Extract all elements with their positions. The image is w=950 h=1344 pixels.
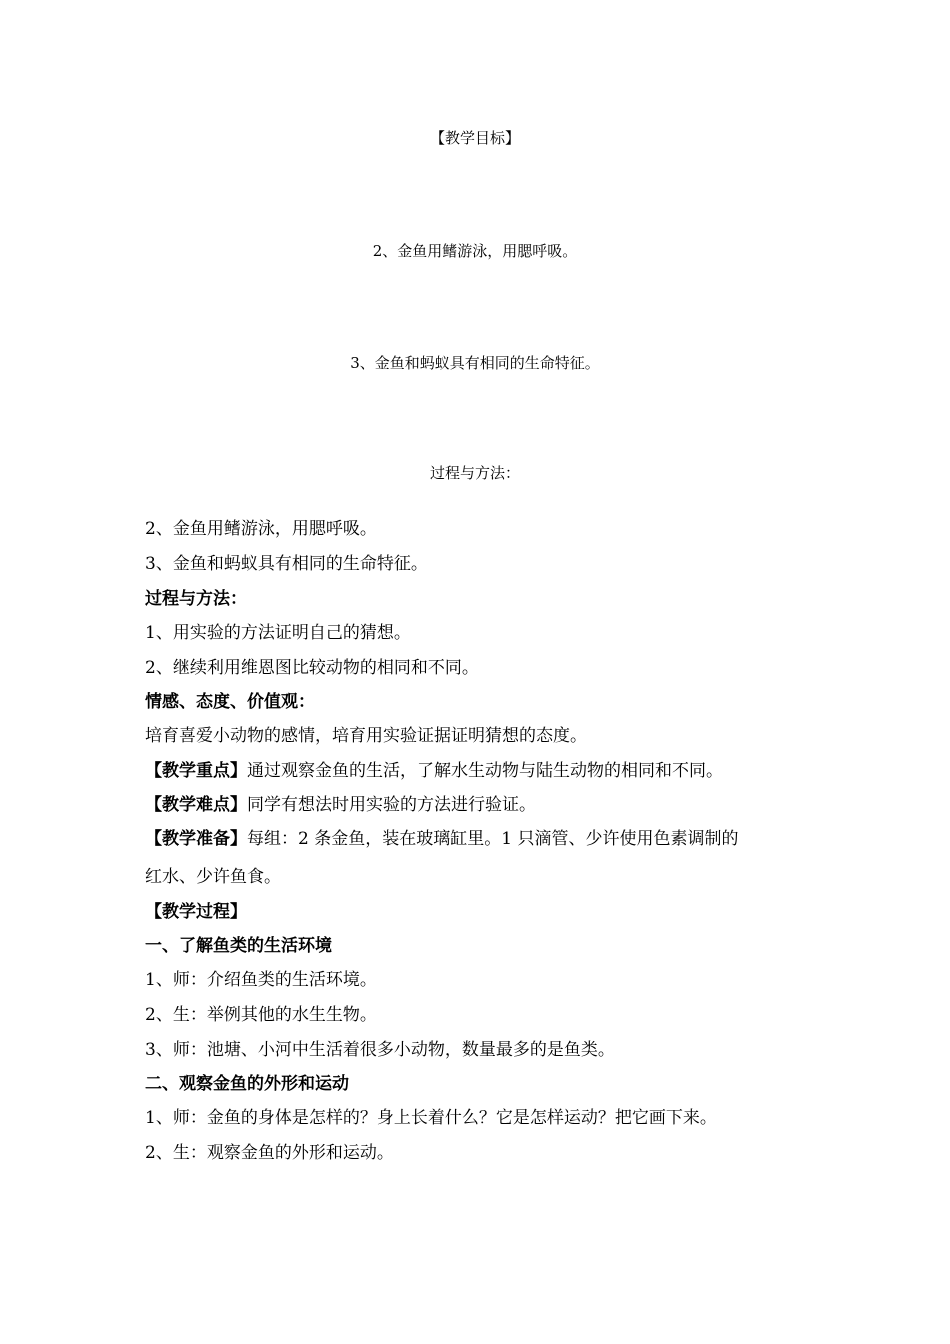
- teaching-key-label: 【教学重点】: [145, 761, 247, 781]
- section-1-item-2: 2、生：举例其他的水生生物。: [145, 1005, 377, 1025]
- goal-item-3-centered: 3、金鱼和蚂蚁具有相同的生命特征。: [350, 354, 600, 372]
- teaching-difficulty: [145, 793, 536, 817]
- section-1-item-3: 3、师：池塘、小河中生活着很多小动物，数量最多的是鱼类。: [145, 1040, 615, 1060]
- emotion-heading: 情感、态度、价值观：: [145, 692, 315, 712]
- teaching-preparation-text-1: 每组：2 条金鱼，装在玻璃缸里。1 只滴管、少许使用色素调制的: [247, 829, 739, 849]
- process-method-heading: 过程与方法：: [145, 589, 247, 609]
- section-1-item-1: 1、师：介绍鱼类的生活环境。: [145, 970, 377, 990]
- section-2-item-1: 1、师：金鱼的身体是怎样的？身上长着什么？它是怎样运动？把它画下来。: [145, 1108, 717, 1128]
- process-method-label-centered: 过程与方法：: [429, 464, 520, 482]
- teaching-preparation-label: 【教学准备】: [145, 829, 247, 849]
- knowledge-item-3: 3、金鱼和蚂蚁具有相同的生命特征。: [145, 554, 428, 574]
- goal-item-2-centered: 2、金鱼用鳍游泳，用腮呼吸。: [372, 242, 578, 260]
- process-item-1: 1、用实验的方法证明自己的猜想。: [145, 623, 411, 643]
- knowledge-item-2: 2、金鱼用鳍游泳，用腮呼吸。: [145, 519, 377, 539]
- teaching-key-point: [145, 759, 723, 783]
- teaching-preparation-text-2: 红水、少许鱼食。: [145, 867, 281, 887]
- teaching-process-heading: 【教学过程】: [145, 902, 247, 922]
- teaching-goals-heading: 【教学目标】: [429, 129, 520, 147]
- teaching-difficulty-text: 同学有想法时用实验的方法进行验证。: [247, 795, 536, 815]
- teaching-difficulty-label: 【教学难点】: [145, 795, 247, 815]
- section-1-heading: 一、了解鱼类的生活环境: [145, 936, 332, 956]
- section-2-heading: 二、观察金鱼的外形和运动: [145, 1074, 349, 1094]
- process-item-2: 2、继续利用维恩图比较动物的相同和不同。: [145, 658, 479, 678]
- teaching-preparation: [145, 827, 738, 851]
- teaching-key-text: 通过观察金鱼的生活，了解水生动物与陆生动物的相同和不同。: [247, 761, 723, 781]
- emotion-text: 培育喜爱小动物的感情，培育用实验证据证明猜想的态度。: [145, 726, 587, 746]
- section-2-item-2: 2、生：观察金鱼的外形和运动。: [145, 1143, 394, 1163]
